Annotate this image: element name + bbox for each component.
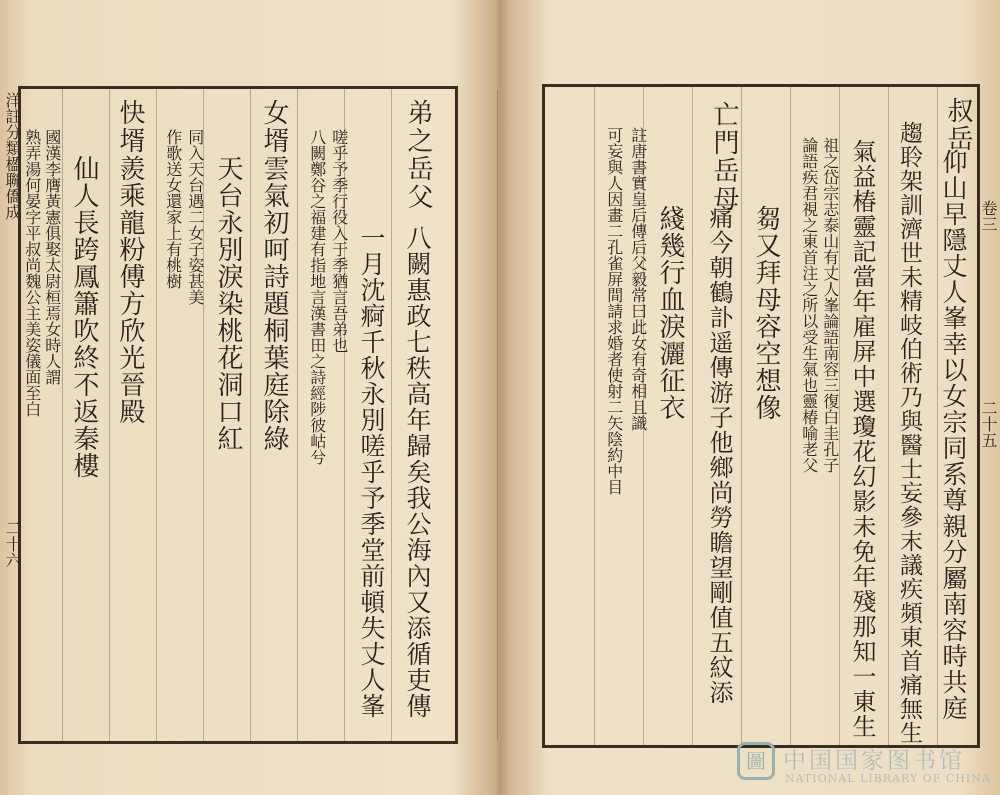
library-logo: 圖 (737, 742, 775, 780)
annotation-line: 註唐書實皇后傳后父毅常曰此女有奇相且識 (628, 127, 648, 431)
left-page-text-frame (18, 86, 458, 744)
right-page (500, 0, 1000, 795)
couplet-line: 羨乘龍粉傅方欣光晉殿 (115, 155, 145, 425)
annotation-line: 國漢李膺黃憲俱娶太尉桓焉女時人謂 (42, 129, 62, 385)
couplet-line: 天台永別淚染桃花洞口紅 (213, 155, 243, 452)
right-page-edge-title: 卷三 (979, 200, 998, 232)
left-page-edge-title: 洋註分類楹聯僑成 (3, 92, 22, 220)
couplet-line: 一月沈痾千秋永別嗟乎予季堂前頓失丈人峯 (357, 225, 386, 719)
couplet-line: 痛今朝鶴訃遥傳游子他鄉尚勞瞻望剛值五紋添 (705, 205, 733, 705)
watermark-subtitle: NATIONAL LIBRARY OF CHINA (785, 772, 991, 785)
annotation-line: 嗟乎予季行役入于季猶言吾弟也 (329, 129, 349, 353)
column-heading: 快壻 (115, 99, 145, 155)
couplet-line: 芻又拜母容空想像 (751, 205, 781, 421)
left-page-edge-folio: 二十六 (3, 520, 22, 568)
annotation-line: 可妄與人因畫二孔雀屏間請求婚者使射二矢陰約中目 (604, 127, 624, 495)
column-heading: 亡門岳母 (709, 101, 739, 213)
right-page-text-frame (542, 84, 980, 748)
annotation-line: 八闕鄭谷之福建有指地言漢書田之詩經陟彼岵兮 (307, 129, 327, 465)
watermark-title: 中国国家图书馆 (783, 748, 965, 774)
column-heading: 女壻 (259, 99, 289, 155)
couplet-line: 雲氣初呵詩題桐葉庭除綠 (259, 155, 289, 452)
couplet-line: 趨聆架訓濟世未精岐伯術乃與醫士妄參末議疾頻東首痛無生 (896, 121, 922, 745)
couplet-line: 氣益椿靈記當年雇屏中選瓊花幻影未免年殘那知一東生 (848, 139, 876, 739)
couplet-line: 八闕惠政七秩高年歸矣我公海內又添循吏傳 (403, 225, 432, 719)
right-page-edge-folio: 二十五 (979, 400, 998, 448)
couplet-line: 綫幾行血淚灑征衣 (655, 205, 685, 421)
column-heading: 弟之岳父 (403, 99, 433, 211)
annotation-line: 作歌送女還家上有桃樹 (163, 129, 183, 289)
annotation-line: 同入天台遇二女子姿甚美 (185, 129, 205, 305)
annotation-line: 熟弄湯何晏字平叔尚魏公主美姿儀面至白 (22, 129, 42, 417)
couplet-line: 仰山早隱丈人峯幸以女宗同系尊親分屬南容時共庭 (939, 149, 968, 721)
annotation-line: 論語疾君視之東首注之所以受生氣也靈椿喻老父 (799, 137, 819, 473)
annotation-line: 祖之岱宗志泰山有丈人峯論語南容三復白圭孔子 (820, 137, 840, 473)
couplet-line: 仙人長跨鳳簫吹終不返秦樓 (69, 155, 99, 479)
column-heading: 叔岳 (943, 97, 973, 153)
